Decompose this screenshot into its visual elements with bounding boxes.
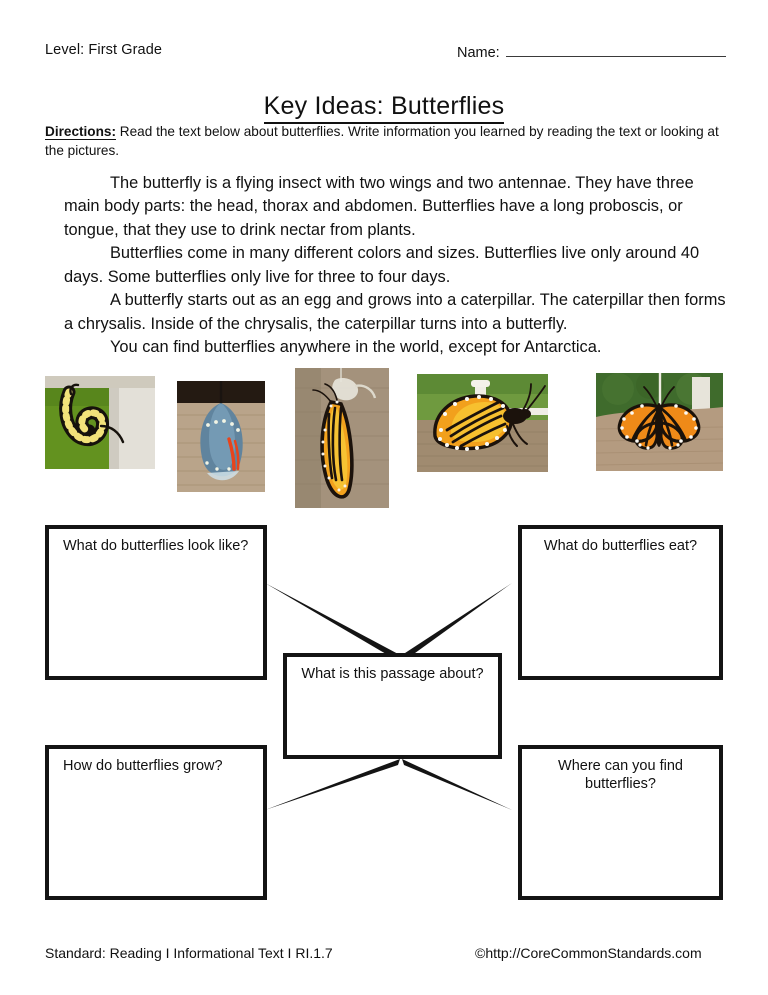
connector-eat-to-center xyxy=(402,583,512,661)
passage-paragraph-3: A butterfly starts out as an egg and grows into a caterpillar. The caterpillar then forms a chrysalis. Inside of the chrysalis, the caterpillar turns into a butterfly. xyxy=(64,291,726,333)
page-title-text: Key Ideas: Butterflies xyxy=(264,92,505,124)
grade-level-text: Level: First Grade xyxy=(45,42,163,58)
organizer-box-center-label: What is this passage about? xyxy=(301,666,484,682)
directions-label: Directions: xyxy=(45,124,117,139)
photo-butterfly-side xyxy=(417,374,548,472)
organizer-box-where-label: Where can you find butterflies? xyxy=(558,758,683,793)
organizer-box-grow[interactable] xyxy=(45,745,267,900)
name-write-in-line[interactable] xyxy=(506,42,726,57)
worksheet-header xyxy=(45,42,723,64)
life-cycle-photo-strip xyxy=(45,368,723,508)
passage-paragraph-4: You can find butterflies anywhere in the world, except for Antarctica. xyxy=(110,338,602,357)
photo-chrysalis xyxy=(177,381,265,492)
organizer-box-eat[interactable] xyxy=(518,525,723,680)
organizer-box-eat-label: What do butterflies eat? xyxy=(543,538,698,554)
directions-block xyxy=(45,122,723,161)
passage-paragraph-1: The butterfly is a flying insect with two wings and two antennae. They have three main body parts: the head, thorax and abdomen. Butterflies have a long proboscis, or tongue, that they use to drink nectar from plants. xyxy=(64,174,694,239)
standard-text: Standard: Reading I Informational Text I RI.1.7 xyxy=(45,945,333,961)
reading-passage xyxy=(64,172,728,360)
connector-grow-to-center xyxy=(265,759,400,810)
name-label: Name: xyxy=(457,45,500,61)
passage-paragraph-2: Butterflies come in many different colors and sizes. Butterflies live only around 40 days. Some butterflies only live for three to four days. xyxy=(64,244,700,286)
photo-butterfly-open xyxy=(596,373,723,471)
worksheet-footer xyxy=(45,945,723,965)
organizer-box-look-like-label: What do butterflies look like? xyxy=(63,538,249,554)
organizer-box-grow-label: How do butterflies grow? xyxy=(63,758,223,774)
directions-text: Read the text below about butterflies. Write information you learned by reading the text or looking at the pictures. xyxy=(45,124,719,159)
organizer-box-look-like[interactable] xyxy=(45,525,267,680)
organizer-box-center[interactable] xyxy=(283,653,502,759)
photo-caterpillar xyxy=(45,376,155,469)
page-title xyxy=(0,92,768,121)
photo-emerging-butterfly xyxy=(295,368,389,508)
site-credit-text: ©http://CoreCommonStandards.com xyxy=(475,945,702,961)
connector-look-like-to-center xyxy=(265,583,400,661)
student-name-field-group xyxy=(457,42,726,61)
organizer-box-where[interactable] xyxy=(518,745,723,900)
graphic-organizer xyxy=(0,515,768,925)
connector-where-to-center xyxy=(402,759,512,810)
